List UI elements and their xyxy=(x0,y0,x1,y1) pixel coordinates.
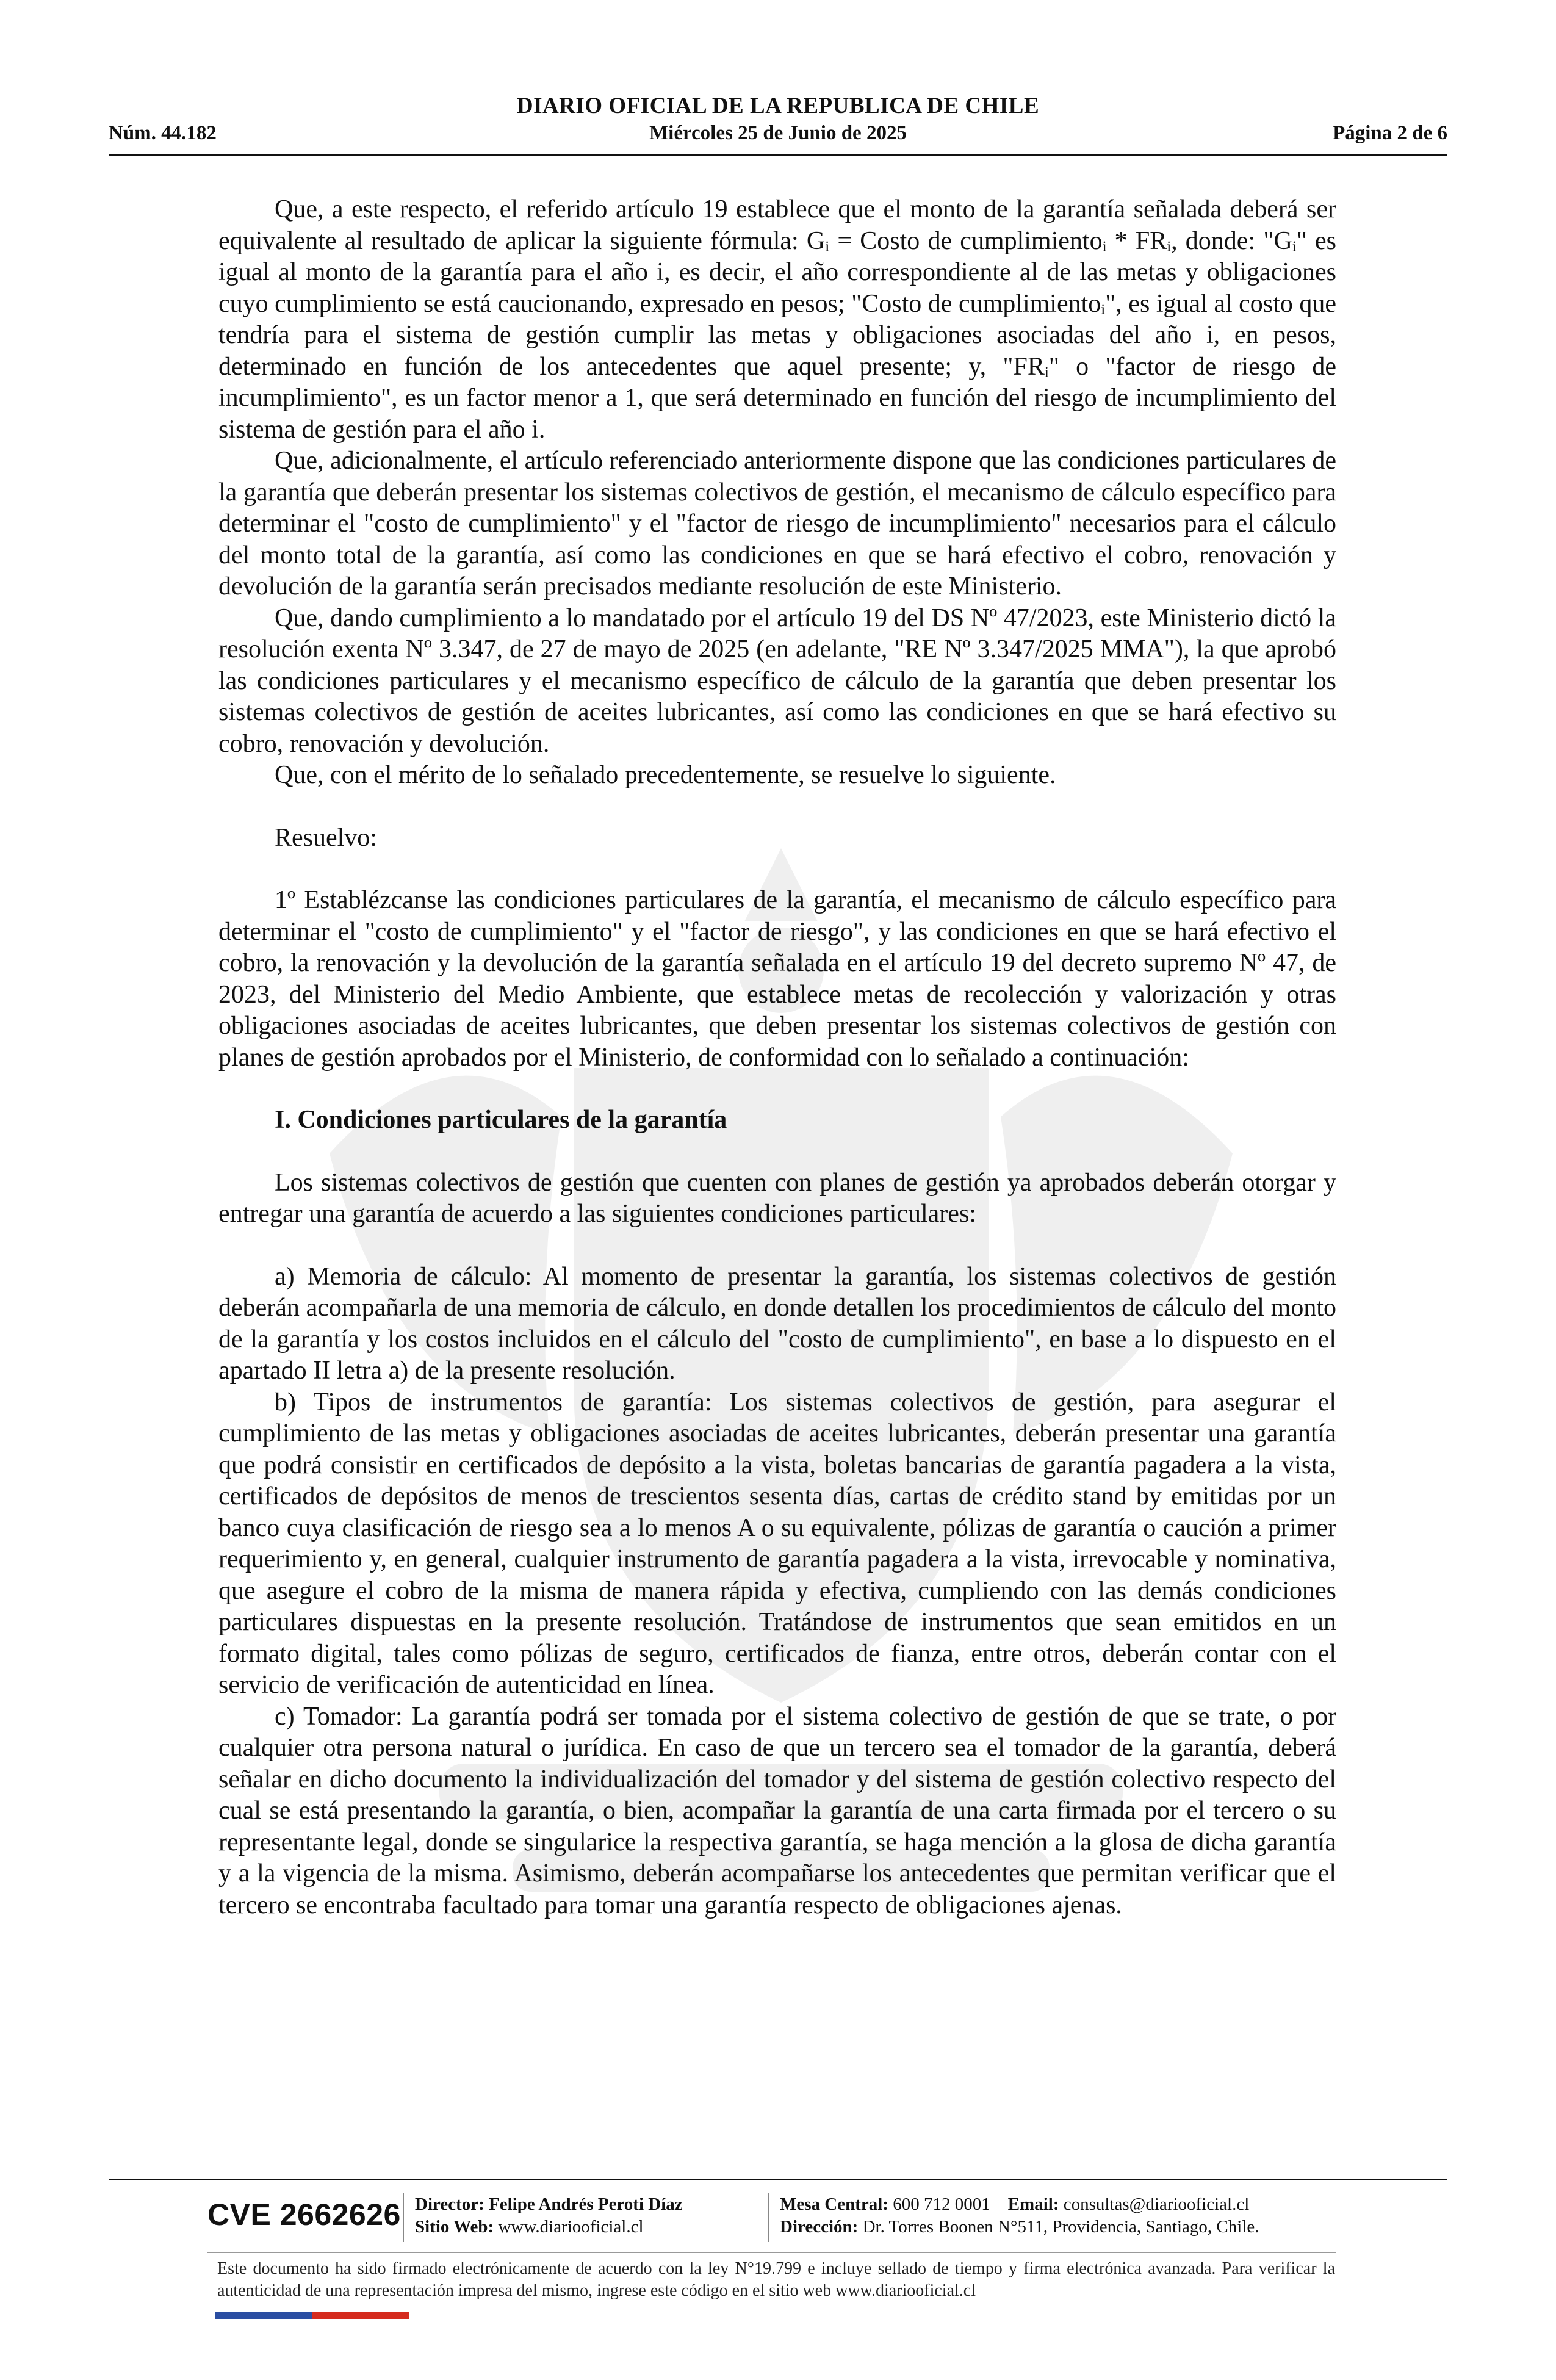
phone-number: 600 712 0001 xyxy=(893,2194,990,2214)
paragraph-item-a: a) Memoria de cálculo: Al momento de presentar la garantía, los sistemas colectivos de gestión deberán acompañarla de una memoria de cálculo, en donde detallen los procedimientos de cálculo del monto de la garantía y los costos incluidos en el cálculo del "costo de cumplimiento", en base a lo dispuesto en el apartado II letra a) de la presente resolución. xyxy=(218,1262,1336,1385)
flag-red-segment xyxy=(312,2312,409,2319)
website-label: Sitio Web: xyxy=(415,2217,494,2237)
footer-contact-block xyxy=(780,2193,1259,2238)
footer-divider xyxy=(109,2179,1447,2180)
phone-label: Mesa Central: xyxy=(780,2194,888,2214)
paragraph-resolution: Que, dando cumplimiento a lo mandatado por el artículo 19 del DS Nº 47/2023, este Ministerio dictó la resolución exenta Nº 3.347, de 27 de mayo de 2025 (en adelante, "RE Nº 3.347/2025 MMA"), la que aprobó las condiciones particulares y el mecanismo específico de cálculo de la garantía que deben presentar los sistemas colectivos de gestión de aceites lubricantes, así como las condiciones en que se hará efectivo su cobro, renovación y devolución. xyxy=(218,604,1336,758)
address-label: Dirección: xyxy=(780,2217,859,2237)
newspaper-title: DIARIO OFICIAL DE LA REPUBLICA DE CHILE xyxy=(516,93,1040,118)
address-value: Dr. Torres Boonen N°511, Providencia, Santiago, Chile. xyxy=(862,2217,1259,2237)
paragraph-formula: Que, a este respecto, el referido artículo 19 establece que el monto de la garantía señalada deberá ser equivalente al resultado de aplicar la siguiente fórmula: Gᵢ = Costo de cumplimientoᵢ * FRᵢ, donde: "Gᵢ" es igual al monto de la garantía para el año i, es decir, el año correspondiente al de las metas y obligaciones cuyo cumplimiento se está caucionando, expresado en pesos; "Costo de cumplimientoᵢ", es igual al costo que tendría para el sistema de gestión cumplir las metas y obligaciones asociadas del año i, en pesos, determinado en función de los antecedentes que aquel presente; y, "FRᵢ" o "factor de riesgo de incumplimiento", es un factor menor a 1, que será determinado en función del riesgo de incumplimiento del sistema de gestión para el año i. xyxy=(218,195,1336,444)
director-name: Felipe Andrés Peroti Díaz xyxy=(489,2194,683,2214)
flag-blue-segment xyxy=(215,2312,312,2319)
paragraph-item-b: b) Tipos de instrumentos de garantía: Los sistemas colectivos de gestión, para asegurar el cumplimiento de las metas y obligaciones asociadas de aceites lubricantes, deberán presentar una garantía que podrá consistir en certificados de depósito a la vista, boletas bancarias de garantía pagadera a la vista, certificados de depósitos de menos de trescientos sesenta días, cartas de crédito stand by emitidas por un banco cuya clasificación de riesgo sea a lo menos A o su equivalente, pólizas de garantía o caución a primer requerimiento y, en general, cualquier instrumento de garantía pagadera a la vista, irrevocable y nominativa, que asegure el cobro de la misma de manera rápida y efectiva, cumpliendo con las demás condiciones particulares dispuestas en la presente resolución. Tratándose de instrumentos que sean emitidos en un formato digital, tales como pólizas de seguro, certificados de fianza, entre otros, deberán contar con el servicio de verificación de autenticidad en línea. xyxy=(218,1388,1336,1699)
footer-thin-divider xyxy=(207,2252,1336,2253)
email-link[interactable]: consultas@diariooficial.cl xyxy=(1063,2194,1250,2214)
paragraph-merit: Que, con el mérito de lo señalado precedentemente, se resuelve lo siguiente. xyxy=(275,761,1056,789)
footer-separator xyxy=(768,2193,769,2242)
website-link[interactable]: www.diariooficial.cl xyxy=(498,2217,644,2237)
footer-director-block xyxy=(415,2193,683,2238)
resuelvo-heading: Resuelvo: xyxy=(275,823,377,852)
issue-number: Núm. 44.182 xyxy=(109,122,217,144)
header-divider xyxy=(109,154,1447,156)
footer-separator xyxy=(403,2193,404,2242)
paragraph-conditions: Que, adicionalmente, el artículo referenciado anteriormente dispone que las condiciones particulares de la garantía que deberán presentar los sistemas colectivos de gestión, el mecanismo de cálculo específico para determinar el "costo de cumplimiento" y el "factor de riesgo de incumplimiento" necesarios para el cálculo del monto total de la garantía, así como las condiciones en que se hará efectivo el cobro, renovación y devolución de la garantía serán precisados mediante resolución de este Ministerio. xyxy=(218,447,1336,600)
legal-notice: Este documento ha sido firmado electrónicamente de acuerdo con la ley N°19.799 e incluye sellado de tiempo y firma electrónica avanzada. Para verificar la autenticidad de una representación impresa del mismo, ingrese este código en el sitio web www.diariooficial.cl xyxy=(217,2259,1335,2300)
issue-date: Miércoles 25 de Junio de 2025 xyxy=(649,122,907,144)
flag-color-bar xyxy=(215,2312,409,2319)
paragraph-first-article: 1º Establézcanse las condiciones particulares de la garantía, el mecanismo de cálculo específico para determinar el "costo de cumplimiento" y el "factor de riesgo", y las condiciones en que se hará efectivo el cobro, la renovación y la devolución de la garantía señalada en el artículo 19 del decreto supremo Nº 47, de 2023, del Ministerio del Medio Ambiente, que establece metas de recolección y valorización y otras obligaciones asociadas de aceites lubricantes, que deben presentar los sistemas colectivos de gestión con planes de gestión aprobados por el Ministerio, de conformidad con lo señalado a continuación: xyxy=(218,886,1336,1072)
director-label: Director: xyxy=(415,2194,484,2214)
email-label: Email: xyxy=(1007,2194,1059,2214)
section-title: I. Condiciones particulares de la garantía xyxy=(275,1106,727,1134)
page-number: Página 2 de 6 xyxy=(1333,122,1447,144)
document-body xyxy=(218,194,1336,1921)
cve-code: CVE 2662626 xyxy=(207,2198,401,2232)
paragraph-item-c: c) Tomador: La garantía podrá ser tomada por el sistema colectivo de gestión de que se trate, o por cualquier otra persona natural o jurídica. En caso de que un tercero sea el tomador de la garantía, deberá señalar en dicho documento la individualización del tomador y del sistema de gestión colectivo respecto del cual se está presentando la garantía, o bien, acompañar la garantía de una carta firmada por el tercero o su representante legal, donde se singularice la respectiva garantía, se haga mención a la glosa de dicha garantía y a la vigencia de la misma. Asimismo, deberán acompañarse los antecedentes que permitan verificar que el tercero se encontraba facultado para tomar una garantía respecto de obligaciones ajenas. xyxy=(218,1702,1336,1919)
page-header xyxy=(109,93,1447,154)
paragraph-intro-conditions: Los sistemas colectivos de gestión que cuenten con planes de gestión ya aprobados deberán otorgar y entregar una garantía de acuerdo a las siguientes condiciones particulares: xyxy=(218,1168,1336,1228)
